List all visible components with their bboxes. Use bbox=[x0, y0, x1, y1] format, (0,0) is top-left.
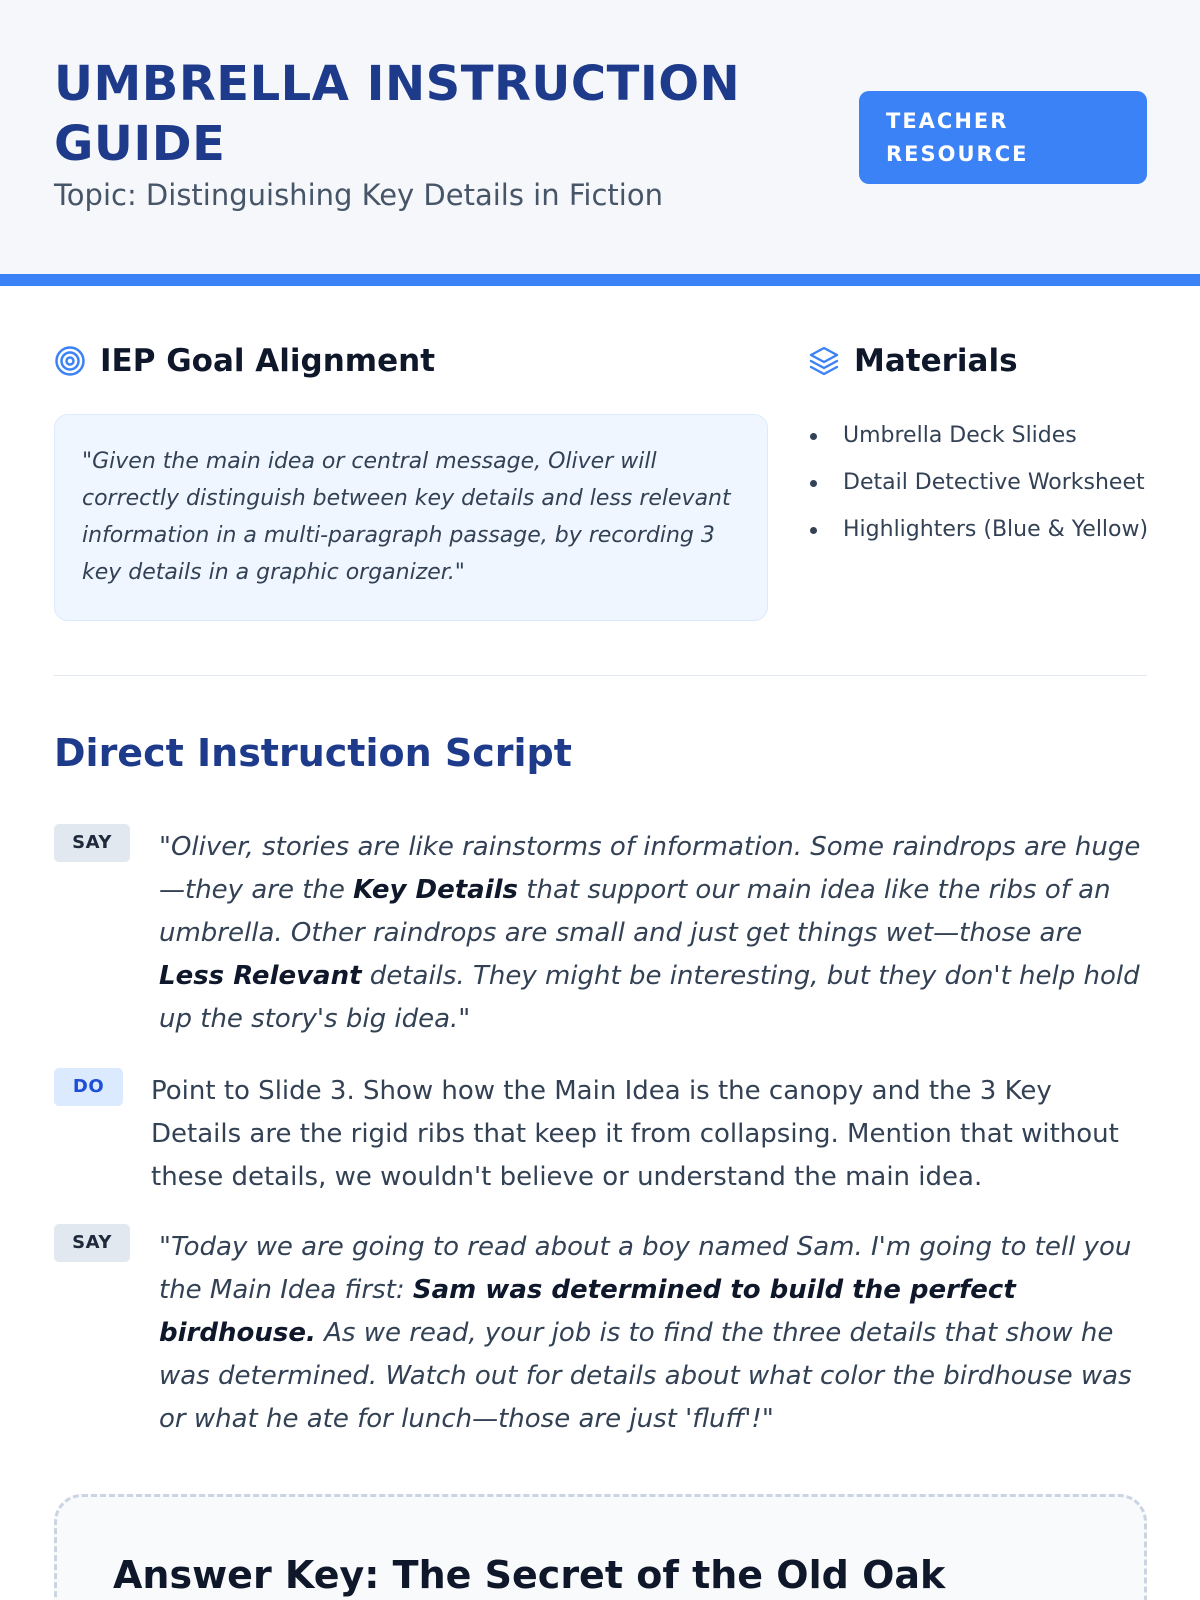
answer-key-card bbox=[54, 1494, 1147, 1600]
materials-item: Umbrella Deck Slides bbox=[805, 412, 1175, 459]
do-text: Point to Slide 3. Show how the Main Idea is the canopy and the 3 Key Details are the rigid ribs that keep it from collapsing. Mention that without these details, we wouldn't believe or understand the main idea. bbox=[151, 1076, 1119, 1192]
materials-item: Highlighters (Blue & Yellow) bbox=[805, 506, 1175, 553]
say-tag: SAY bbox=[54, 824, 130, 862]
layers-icon bbox=[808, 345, 840, 377]
script-step bbox=[54, 1224, 1147, 1444]
script-step bbox=[54, 824, 1147, 1034]
page-header bbox=[0, 0, 1200, 274]
say-text: "Oliver, stories are like rainstorms of information. Some raindrops are huge—they are the Key Details that support our main idea like the ribs of an umbrella. Other raindrops are small and just get things wet—those are Less Relevant details. They might be interesting, but they don't help hold up the story's big idea." bbox=[159, 832, 1141, 1034]
materials-list bbox=[805, 412, 1175, 553]
script-step bbox=[54, 1068, 1147, 1198]
do-tag: DO bbox=[54, 1068, 123, 1106]
iep-section-heading bbox=[54, 343, 435, 379]
section-divider bbox=[54, 675, 1147, 676]
document-topic: Topic: Distinguishing Key Details in Fiction bbox=[54, 178, 663, 212]
header-accent-bar bbox=[0, 274, 1200, 286]
materials-item: Detail Detective Worksheet bbox=[805, 459, 1175, 506]
document-title: UMBRELLA INSTRUCTION GUIDE bbox=[54, 56, 741, 172]
materials-heading-label: Materials bbox=[854, 343, 1018, 379]
script-heading: Direct Instruction Script bbox=[54, 731, 572, 775]
answer-key-title: Answer Key: The Secret of the Old Oak bbox=[113, 1553, 946, 1597]
target-icon bbox=[54, 345, 86, 377]
iep-heading-label: IEP Goal Alignment bbox=[100, 343, 436, 379]
say-text: "Today we are going to read about a boy named Sam. I'm going to tell you the Main Idea first: Sam was determined to build the perfect birdhouse. As we read, your job is to find the three details that show he was determined. Watch out for details about what color the birdhouse was or what he ate for lunch—those are just 'fluff'!" bbox=[159, 1232, 1132, 1434]
materials-section-heading bbox=[808, 343, 1018, 379]
iep-goal-quote: "Given the main idea or central message, Oliver will correctly distinguish between key details and less relevant information in a multi-paragraph passage, by recording 3 key details in a graphic organizer." bbox=[54, 414, 768, 621]
say-tag: SAY bbox=[54, 1224, 130, 1262]
teacher-resource-badge: TEACHER RESOURCE bbox=[859, 91, 1147, 184]
